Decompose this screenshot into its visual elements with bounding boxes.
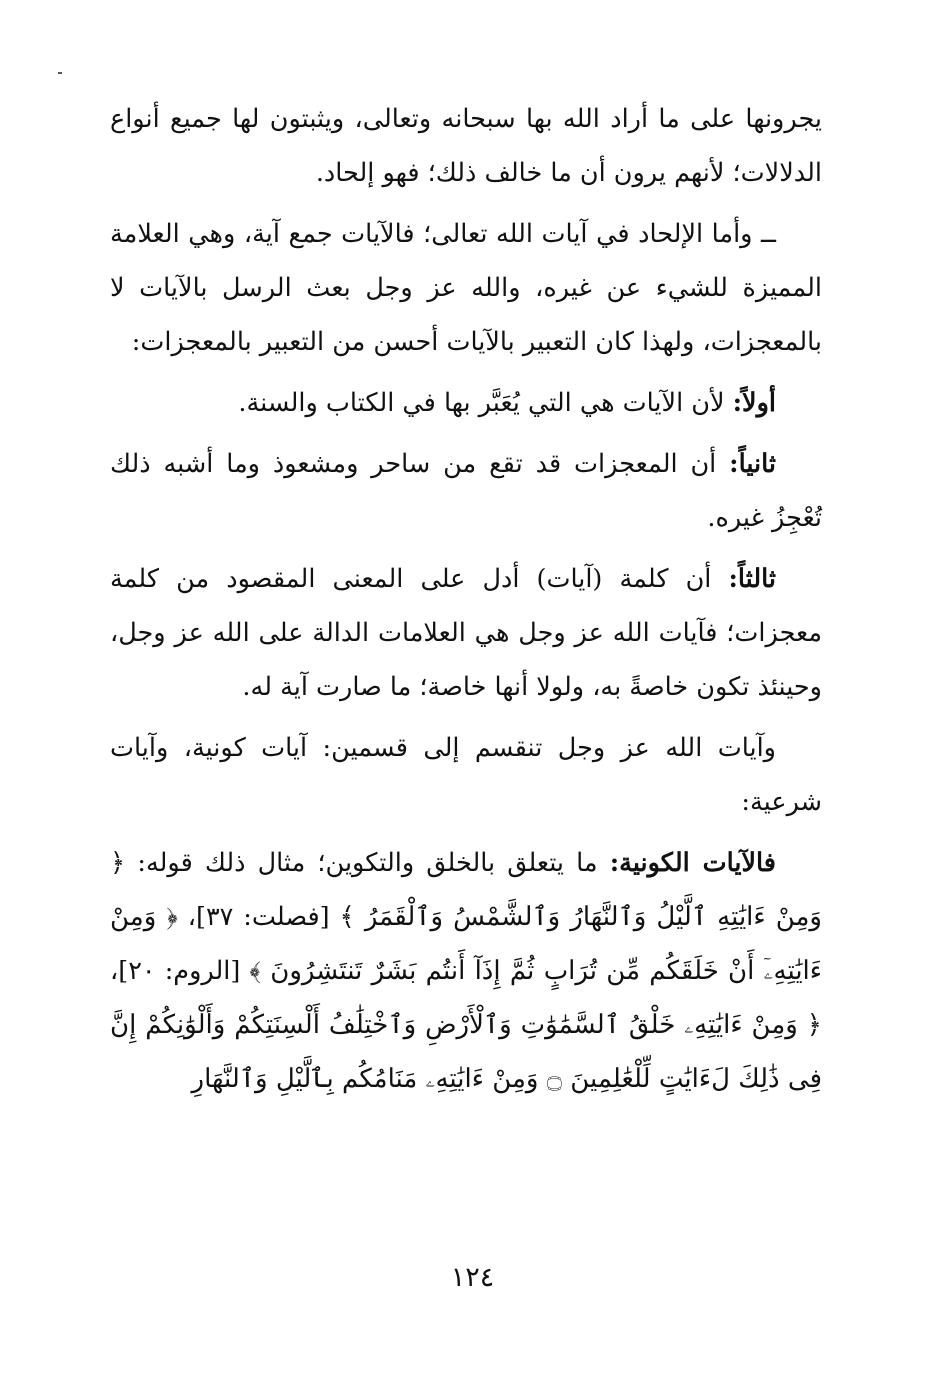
point-third-lead: ثالثاً: [728, 564, 776, 594]
cosmic-text: ما يتعلق بالخلق والتكوين؛ مثال ذلك قوله: [125, 848, 610, 878]
verse-reference-rum: [الروم: ٢٠]، [110, 956, 250, 986]
quran-verse-fussilat: ﴿ وَمِنْ ءَايَٰتِهِ ٱلَّيْلُ وَٱلنَّهَارُ وَٱلشَّمْسُ وَٱلْقَمَرُ ﴾ [110, 848, 822, 932]
paragraph-continuation: يجرونها على ما أراد الله بها سبحانه وتعالى، ويثبتون لها جميع أنواع الدلالات؛ لأنهم يرون أن ما خالف ذلك؛ فهو إلحاد. [110, 104, 822, 188]
scan-speck [58, 72, 62, 74]
page-body [110, 92, 822, 1113]
point-first-text: لأن الآيات هي التي يُعَبَّر بها في الكتاب والسنة. [238, 388, 733, 418]
point-first [110, 376, 822, 430]
point-second [110, 437, 822, 545]
point-first-lead: أولاً: [732, 388, 776, 418]
point-second-text: أن المعجزات قد تقع من ساحر ومشعوذ وما أشبه ذلك تُعْجِزُ غيره. [110, 449, 822, 533]
cosmic-lead: فالآيات الكونية: [609, 848, 776, 878]
verse-reference-fussilat: [فصلت: ٣٧]، [177, 902, 340, 932]
page-number: ١٢٤ [450, 1262, 495, 1293]
point-third [110, 552, 822, 714]
point-third-text: أن كلمة (آيات) أدل على المعنى المقصود من كلمة معجزات؛ فآيات الله عز وجل هي العلامات الدالة على الله عز وجل، وحينئذ تكون خاصةً به، ولولا أنها خاصة؛ ما صارت آية له. [110, 564, 822, 702]
quran-verse-rum-20: ﴿ وَمِنْ ءَايَٰتِهِۦٓ أَنْ خَلَقَكُم مِّن تُرَابٍ ثُمَّ إِذَآ أَنتُم بَشَرٌ تَنتَشِرُونَ ﴾ [110, 902, 823, 986]
paragraph-ilhad-in-ayat: ــ وأما الإلحاد في آيات الله تعالى؛ فالآيات جمع آية، وهي العلامة المميزة للشيء عن غيره، والله عز وجل بعث الرسل بالآيات لا بالمعجزات، ولهذا كان التعبير بالآيات أحسن من التعبير بالمعجزات: [110, 219, 822, 357]
paragraph-division: وآيات الله عز وجل تنقسم إلى قسمين: آيات كونية، وآيات شرعية: [110, 733, 822, 817]
quran-verse-rum-22-23: ﴿ وَمِنْ ءَايَٰتِهِۦ خَلْقُ ٱلسَّمَٰوَٰتِ وَٱلْأَرْضِ وَٱخْتِلَٰفُ أَلْسِنَتِكُمْ وَأَلْوَٰنِكُمْ إِنَّ فِى ذَٰلِكَ لَءَايَٰتٍ لِّلْعَٰلِمِينَ ۝ وَمِنْ ءَايَٰتِهِۦ مَنَامُكُم بِٱلَّيْلِ وَٱلنَّهَارِ [110, 1010, 822, 1094]
paragraph-cosmic-signs [110, 836, 822, 1106]
point-second-lead: ثانياً: [729, 449, 776, 479]
